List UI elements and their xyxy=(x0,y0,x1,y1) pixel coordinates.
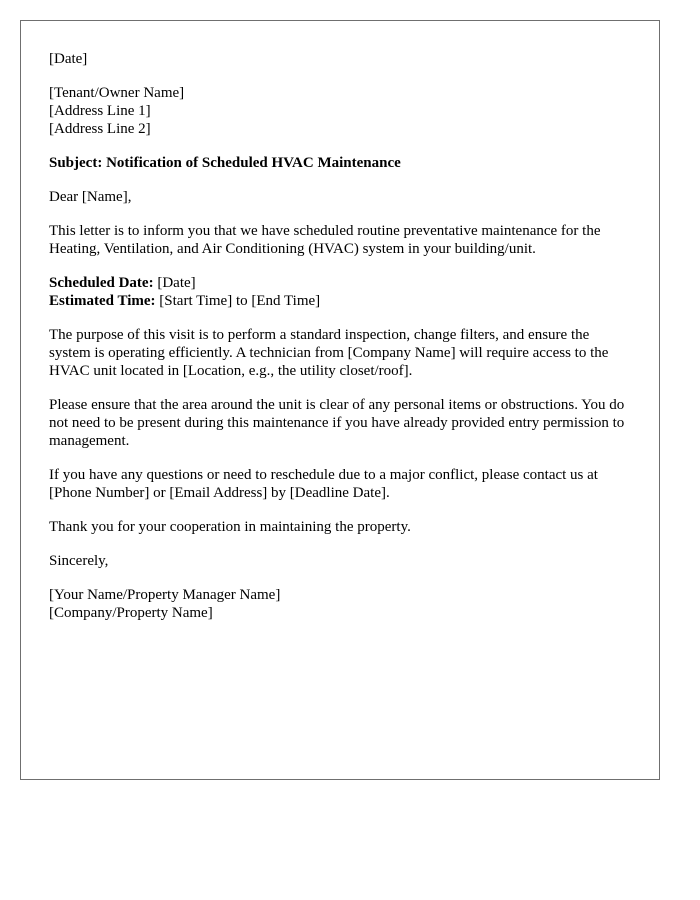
scheduled-date-value: [Date] xyxy=(153,275,196,291)
purpose-paragraph: The purpose of this visit is to perform a standard inspection, change filters, and ensure the system is operating efficiently. A technician from [Company Name] will require access to the HVAC unit located in [Location, e.g., the utility closet/roof]. xyxy=(49,327,609,379)
closing: Sincerely, xyxy=(49,553,109,569)
scheduled-date-line xyxy=(49,274,631,292)
letter-date: [Date] xyxy=(49,51,88,67)
intro-paragraph: This letter is to inform you that we have scheduled routine preventative maintenance for the Heating, Ventilation, and Air Conditioning (HVAC) system in your building/unit. xyxy=(49,223,601,257)
recipient-address-line-2: [Address Line 2] xyxy=(49,121,151,137)
salutation: Dear [Name], xyxy=(49,189,132,205)
recipient-address-line-1: [Address Line 1] xyxy=(49,103,151,119)
letter-subject: Subject: Notification of Scheduled HVAC Maintenance xyxy=(49,155,401,171)
estimated-time-line xyxy=(49,292,631,310)
signature-name: [Your Name/Property Manager Name] xyxy=(49,587,281,603)
thanks-paragraph: Thank you for your cooperation in maintaining the property. xyxy=(49,519,411,535)
instructions-paragraph: Please ensure that the area around the unit is clear of any personal items or obstructions. You do not need to be present during this maintenance if you have already provided entry permission to management. xyxy=(49,397,625,449)
recipient-name: [Tenant/Owner Name] xyxy=(49,85,185,101)
signature-company: [Company/Property Name] xyxy=(49,605,213,621)
schedule-block xyxy=(49,274,631,310)
recipient-block xyxy=(49,84,631,138)
letter-page xyxy=(20,20,660,780)
estimated-time-value: [Start Time] to [End Time] xyxy=(155,293,321,309)
signature-block xyxy=(49,586,631,622)
estimated-time-label: Estimated Time: xyxy=(49,293,156,309)
scheduled-date-label: Scheduled Date: xyxy=(49,275,154,291)
contact-paragraph: If you have any questions or need to reschedule due to a major conflict, please contact us at [Phone Number] or [Email Address] by [Deadline Date]. xyxy=(49,467,598,501)
